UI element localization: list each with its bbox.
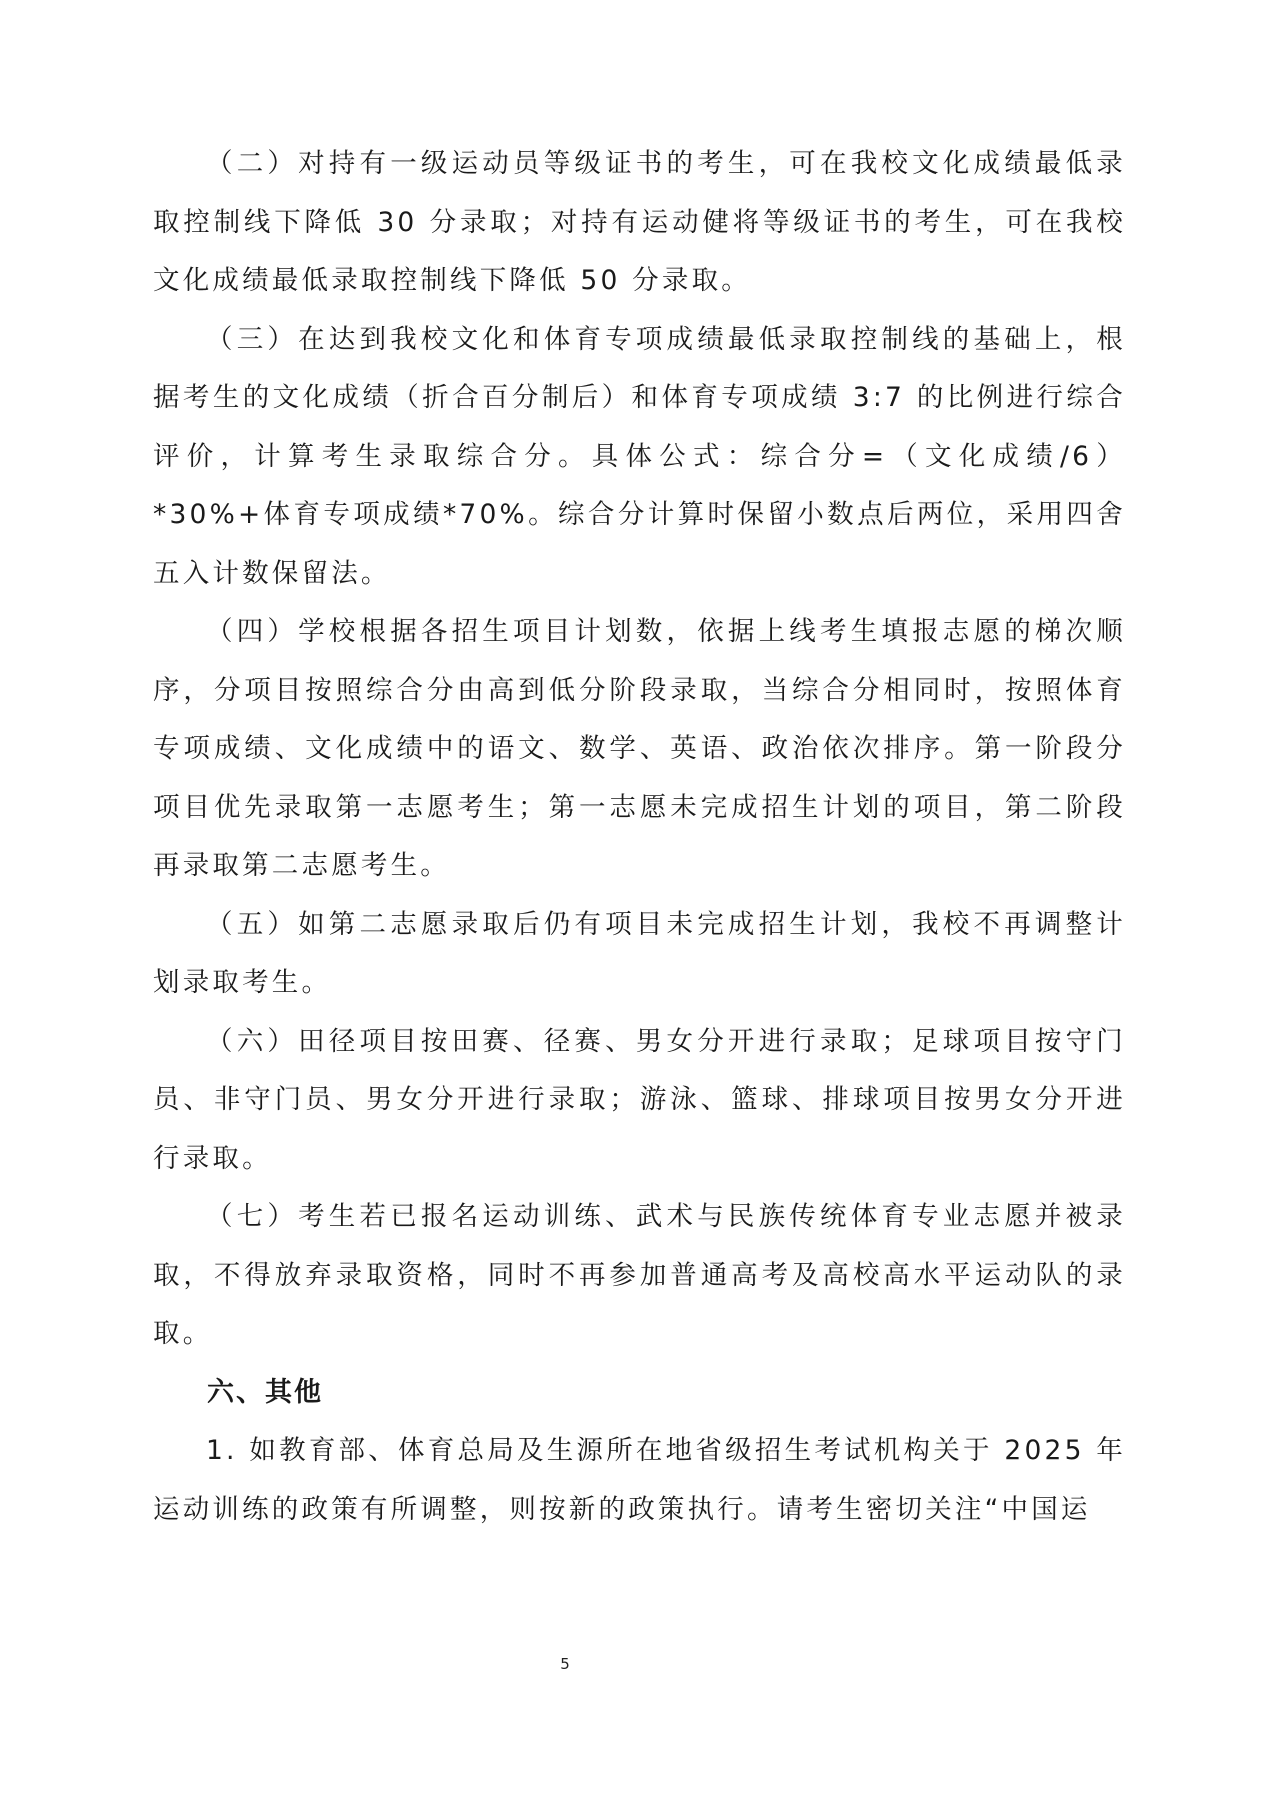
section-heading-other: 六、其他 bbox=[207, 1376, 323, 1408]
paragraph-admission-rule-7: （七）考生若已报名运动训练、武术与民族传统体育专业志愿并被录取，不得放弃录取资格，同时不再参加普通高考及高校高水平运动队的录取。 bbox=[153, 1201, 1126, 1349]
paragraph-admission-rule-5: （五）如第二志愿录取后仍有项目未完成招生计划，我校不再调整计划录取考生。 bbox=[153, 908, 1126, 998]
paragraph-admission-rule-3: （三）在达到我校文化和体育专项成绩最低录取控制线的基础上，根据考生的文化成绩（折合百分制后）和体育专项成绩 3:7 的比例进行综合评价，计算考生录取综合分。具体公式：综合分=（文化成绩/6）*30%+体育专项成绩*70%。综合分计算时保留小数点后两位，采用四舍五入计数保留法。 bbox=[153, 323, 1126, 589]
paragraph-admission-rule-6: （六）田径项目按田赛、径赛、男女分开进行录取；足球项目按守门员、非守门员、男女分开进行录取；游泳、篮球、排球项目按男女分开进行录取。 bbox=[153, 1025, 1126, 1174]
document-body bbox=[153, 135, 1126, 1539]
paragraph-admission-rule-2: （二）对持有一级运动员等级证书的考生，可在我校文化成绩最低录取控制线下降低 30 分录取；对持有运动健将等级证书的考生，可在我校文化成绩最低录取控制线下降低 50 分录取。 bbox=[153, 148, 1126, 296]
page-number: 5 bbox=[560, 1655, 570, 1673]
paragraph-other-item-1: 1. 如教育部、体育总局及生源所在地省级招生考试机构关于 2025 年运动训练的政策有所调整，则按新的政策执行。请考生密切关注“中国运 bbox=[153, 1435, 1126, 1525]
paragraph-admission-rule-4: （四）学校根据各招生项目计划数，依据上线考生填报志愿的梯次顺序，分项目按照综合分由高到低分阶段录取，当综合分相同时，按照体育专项成绩、文化成绩中的语文、数学、英语、政治依次排序。第一阶段分项目优先录取第一志愿考生；第一志愿未完成招生计划的项目，第二阶段再录取第二志愿考生。 bbox=[153, 616, 1126, 881]
